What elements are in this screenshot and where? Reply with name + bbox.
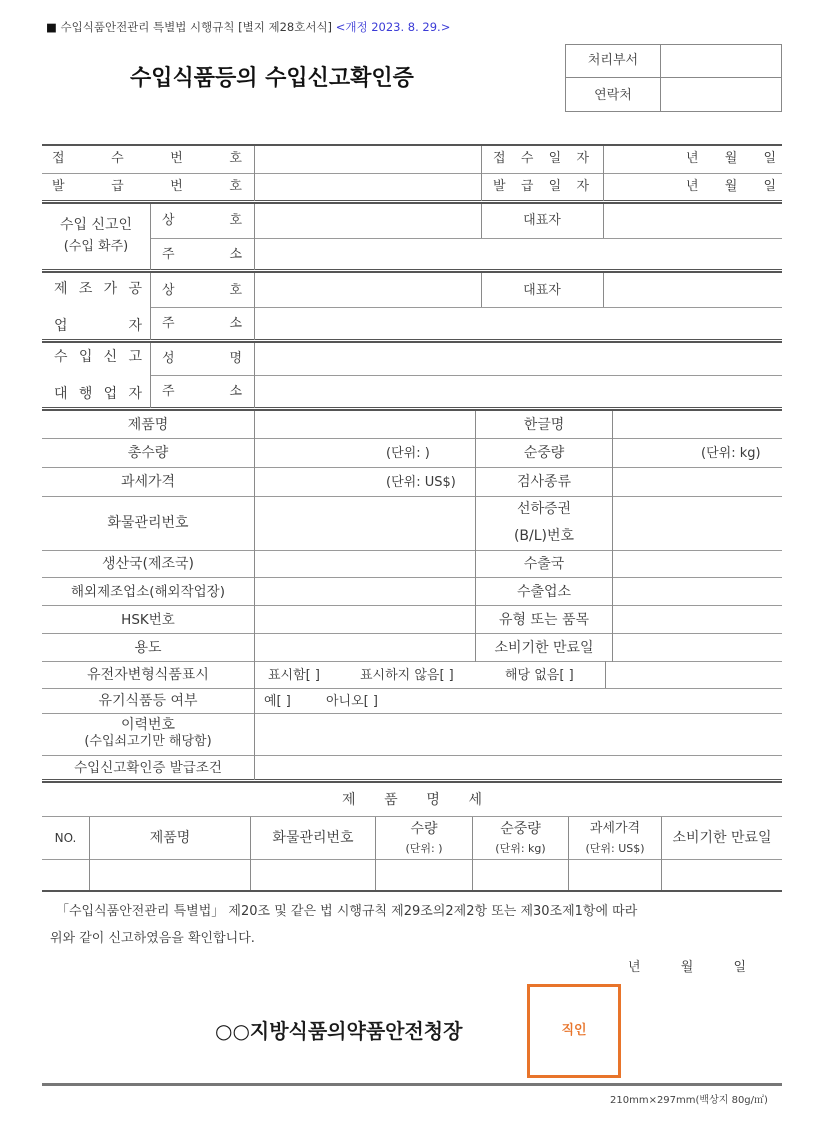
cell-qty[interactable] [376,860,472,890]
receipt-no-label: 접 수 번 호 [52,151,242,166]
col-no-header: NO. [54,831,77,845]
trace-no-label-line1: 이력번호 [120,717,176,733]
type-item-label: 유형 또는 품목 [498,612,590,628]
square-bullet-icon: ■ [46,20,57,34]
issuer-name: ○○지방식품의약품안전청장 [215,1019,463,1043]
type-item-field[interactable] [614,607,780,632]
usage-label: 용도 [134,640,162,656]
cell-product-name[interactable] [90,860,250,890]
revision-note: <개정 2023. 8. 29.> [335,20,451,34]
cargo-no-field[interactable] [256,498,474,549]
contact-label: 연락처 [594,88,632,103]
col-qty-header: 수량 [410,821,438,837]
cell-cargo-no[interactable] [251,860,375,890]
issue-date-label: 발 급 일 자 [493,179,589,194]
form-reference [46,19,450,35]
agent-label-line1: 수 입 신 고 [54,349,142,365]
korean-name-label: 한글명 [523,417,565,433]
col-cargo-no-header: 화물관리번호 [272,830,354,846]
gmo-option-not-applicable[interactable]: 해당 없음[ ] [505,668,574,683]
importer-rep-label: 대표자 [523,213,561,228]
importer-label-line2: (수입 화주) [63,239,129,254]
issue-no-label: 발 급 번 호 [52,179,242,194]
importer-address-field[interactable] [256,240,780,268]
origin-field[interactable] [256,552,474,576]
gmo-label: 유전자변형식품표시 [87,667,209,683]
organic-option-yes[interactable]: 예[ ] [264,694,291,709]
overseas-mfr-label: 해외제조업소(해외작업장) [71,584,225,600]
usage-field[interactable] [256,635,474,660]
confirmation-line2: 위와 같이 신고하였음을 확인합니다. [50,931,255,946]
contact-field[interactable] [662,80,780,108]
table-row [42,860,782,890]
col-net-weight-header: 순중량 [500,821,541,837]
col-product-name-header: 제품명 [149,830,191,846]
cell-net-weight[interactable] [473,860,568,890]
col-net-weight-unit: (단위: kg) [495,842,546,855]
agent-person-field[interactable] [256,344,780,374]
agent-address-label: 주 소 [162,384,242,399]
korean-name-field[interactable] [614,412,780,437]
dept-field[interactable] [662,47,780,75]
manufacturer-rep-field[interactable] [605,274,781,306]
expiry-field[interactable] [614,635,780,660]
cell-no[interactable] [42,860,89,890]
issue-no-field[interactable] [256,175,480,199]
manufacturer-rep-label: 대표자 [523,283,561,298]
issue-conditions-field[interactable] [256,757,780,778]
confirmation-date[interactable]: 년 월 일 [628,960,746,975]
hsk-no-field[interactable] [256,607,474,632]
col-qty-unit: (단위: ) [405,842,443,855]
col-taxable-price-header: 과세가격 [589,821,641,836]
bl-no-label-line1: 선하증권 [516,501,572,517]
cell-expiry[interactable] [662,860,782,890]
inspection-type-field[interactable] [614,469,780,495]
seal-label: 직인 [561,1023,587,1038]
gmo-option-labeled[interactable]: 표시함[ ] [268,668,320,683]
col-expiry-header: 소비기한 만료일 [672,830,772,846]
inspection-type-label: 검사종류 [516,474,572,490]
importer-label-line1: 수입 신고인 [59,217,133,233]
agent-address-field[interactable] [256,377,780,406]
official-seal-box [527,984,621,1078]
export-country-field[interactable] [614,552,780,576]
organic-label: 유기식품등 여부 [98,693,198,709]
bl-no-label-line2: (B/L)번호 [513,528,575,544]
importer-name-field[interactable] [256,205,480,237]
organic-option-no[interactable]: 아니오[ ] [326,694,378,709]
product-name-label: 제품명 [127,417,169,433]
col-taxable-price-unit: (단위: US$) [585,842,645,855]
confirmation-line1: 「수입식품안전관리 특별법」 제20조 및 같은 법 시행규칙 제29조의2제2항 또는 제30조제1항에 따라 [56,904,638,919]
receipt-date-field[interactable]: 년 월 일 [686,151,776,166]
trace-no-label-line2: (수입쇠고기만 해당함) [84,734,212,749]
importer-name-label: 상 호 [162,213,242,228]
receipt-no-field[interactable] [256,146,480,172]
manufacturer-label-line2: 업 자 [54,318,142,334]
cell-taxable-price[interactable] [569,860,661,890]
page-title: 수입식품등의 수입신고확인증 [130,66,414,91]
importer-address-label: 주 소 [162,247,242,262]
export-country-label: 수출국 [523,556,565,572]
manufacturer-name-label: 상 호 [162,283,242,298]
product-name-field[interactable] [256,412,474,437]
manufacturer-label-line1: 제 조 가 공 [54,281,142,297]
taxable-price-unit[interactable]: (단위: US$) [386,475,456,490]
overseas-mfr-field[interactable] [256,579,474,604]
dept-label: 처리부서 [587,53,639,68]
issue-date-field[interactable]: 년 월 일 [686,179,776,194]
net-weight-label: 순중량 [523,445,565,461]
issue-conditions-label: 수입신고확인증 발급조건 [74,760,222,776]
exporter-label: 수출업소 [516,584,572,600]
agent-person-label: 성 명 [162,351,242,366]
cargo-no-label: 화물관리번호 [107,515,189,531]
office-box [565,44,782,112]
net-weight-unit[interactable]: (단위: kg) [701,446,761,461]
origin-label: 생산국(제조국) [101,556,195,572]
total-qty-unit[interactable]: (단위: ) [386,446,430,461]
law-reference: 수입식품안전관리 특별법 시행규칙 [별지 제28호서식] [60,20,333,34]
manufacturer-address-field[interactable] [256,309,780,338]
trace-no-field[interactable] [256,715,780,754]
details-title: 제 품 명 세 [342,792,482,808]
total-qty-label: 총수량 [127,445,169,461]
agent-label-line2: 대 행 업 자 [54,386,142,402]
bl-no-field[interactable] [614,498,780,549]
gmo-option-not-labeled[interactable]: 표시하지 않음[ ] [360,668,454,683]
manufacturer-address-label: 주 소 [162,316,242,331]
taxable-price-label: 과세가격 [120,474,176,490]
receipt-date-label: 접 수 일 자 [493,151,589,166]
hsk-no-label: HSK번호 [121,612,175,628]
manufacturer-name-field[interactable] [256,274,480,306]
exporter-field[interactable] [614,579,780,604]
expiry-label: 소비기한 만료일 [494,640,594,656]
importer-rep-field[interactable] [605,205,781,237]
paper-spec: 210mm×297mm(백상지 80g/㎡) [610,1095,768,1106]
